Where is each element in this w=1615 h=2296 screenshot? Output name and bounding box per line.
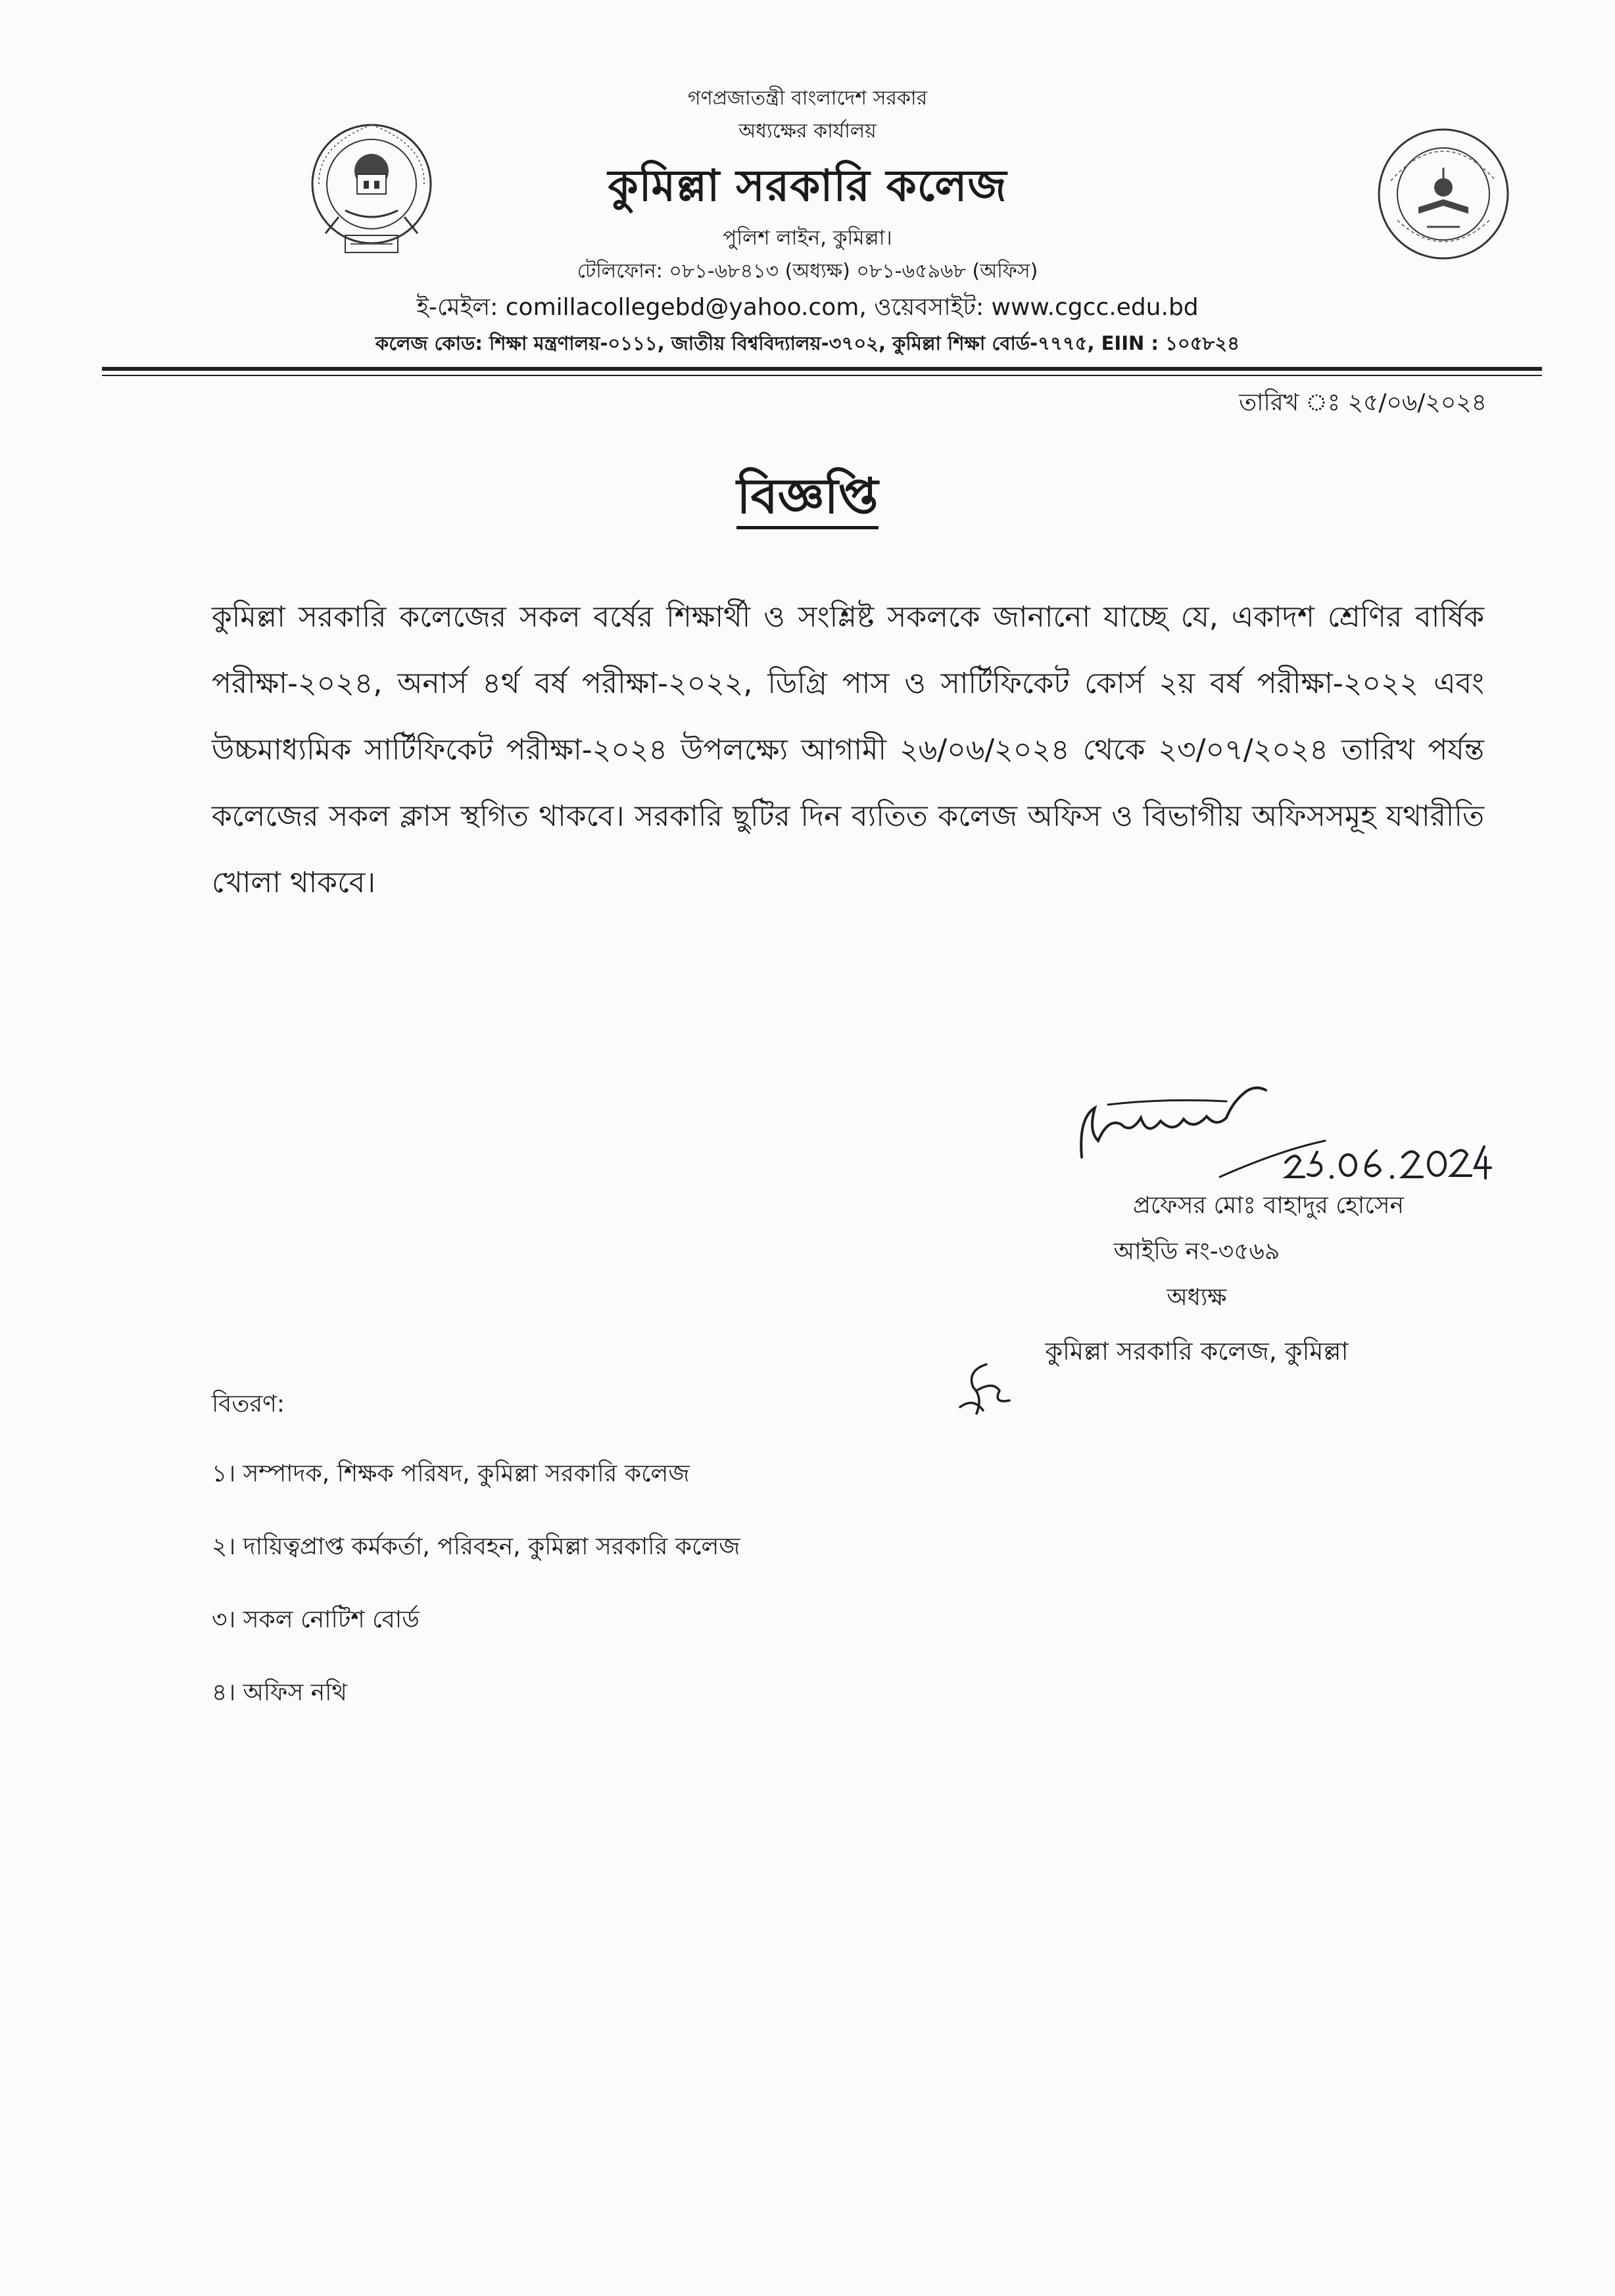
distribution-item: ২। দায়িত্বপ্রাপ্ত কর্মকর্তা, পরিবহন, কুমিল্লা সরকারি কলেজ: [212, 1533, 740, 1560]
phone-line: টেলিফোন: ০৮১-৬৮৪১৩ (অধ্যক্ষ) ০৮১-৬৫৯৬৮ (অফিস): [577, 260, 1038, 283]
handwritten-initial: [947, 1351, 1019, 1423]
distribution-item: ৩। সকল নোটিশ বোর্ড: [212, 1606, 420, 1633]
notice-date: তারিখ ঃ ২৫/০৬/২০২৪: [1239, 389, 1487, 416]
government-line: গণপ্রজাতন্ত্রী বাংলাদেশ সরকার: [687, 87, 928, 110]
office-line: অধ্যক্ষের কার্যালয়: [738, 120, 877, 143]
notice-title-text: বিজ্ঞপ্তি: [736, 469, 878, 529]
notice-title: [0, 468, 1615, 529]
signer-organization: কুমিল্লা সরকারি কলেজ, কুমিল্লা: [1045, 1337, 1349, 1366]
letterhead-divider: [102, 367, 1542, 371]
email-website-line: ই-মেইল: comillacollegebd@yahoo.com, ওয়েবসাইট: www.cgcc.edu.bd: [416, 294, 1199, 321]
handwritten-signature: [1069, 1078, 1496, 1197]
distribution-item: ৪। অফিস নথি: [212, 1679, 347, 1706]
college-seal-logo: [299, 118, 444, 263]
college-codes-line: কলেজ কোড: শিক্ষা মন্ত্রণালয়-০১১১, জাতীয় বিশ্ববিদ্যালয়-৩৭০২, কুমিল্লা শিক্ষা বোর্ড-৭৭৭৫, EIIN : ১০৫৮২৪: [375, 332, 1240, 354]
distribution-heading: বিতরণ:: [212, 1391, 285, 1418]
notice-body: কুমিল্লা সরকারি কলেজের সকল বর্ষের শিক্ষার্থী ও সংশ্লিষ্ট সকলকে জানানো যাচ্ছে যে, একাদশ শ্রেণির বার্ষিক পরীক্ষা-২০২৪, অনার্স ৪র্থ বর্ষ পরীক্ষা-২০২২, ডিগ্রি পাস ও সার্টিফিকেট কোর্স ২য় বর্ষ পরীক্ষা-২০২২ এবং উচ্চমাধ্যমিক সার্টিফিকেট পরীক্ষা-২০২৪ উপলক্ষ্যে আগামী ২৬/০৬/২০২৪ থেকে ২৩/০৭/২০২৪ তারিখ পর্যন্ত কলেজের সকল ক্লাস স্থগিত থাকবে। সরকারি ছুটির দিন ব্যতিত কলেজ অফিস ও বিভাগীয় অফিসসমূহ যথারীতি খোলা থাকবে।: [212, 600, 1484, 899]
signer-id: আইডি নং-৩৫৬৯: [1113, 1238, 1280, 1265]
signer-name: প্রফেসর মোঃ বাহাদুর হোসেন: [1132, 1192, 1404, 1219]
address-line: পুলিশ লাইন, কুমিল্লা।: [723, 226, 892, 250]
signer-title: অধ্যক্ষ: [1167, 1284, 1227, 1311]
national-slogan-seal: [1371, 122, 1516, 266]
letterhead-divider-thin: [102, 375, 1542, 376]
distribution-item: ১। সম্পাদক, শিক্ষক পরিষদ, কুমিল্লা সরকারি কলেজ: [212, 1460, 690, 1487]
college-name: কুমিল্লা সরকারি কলেজ: [608, 160, 1007, 211]
